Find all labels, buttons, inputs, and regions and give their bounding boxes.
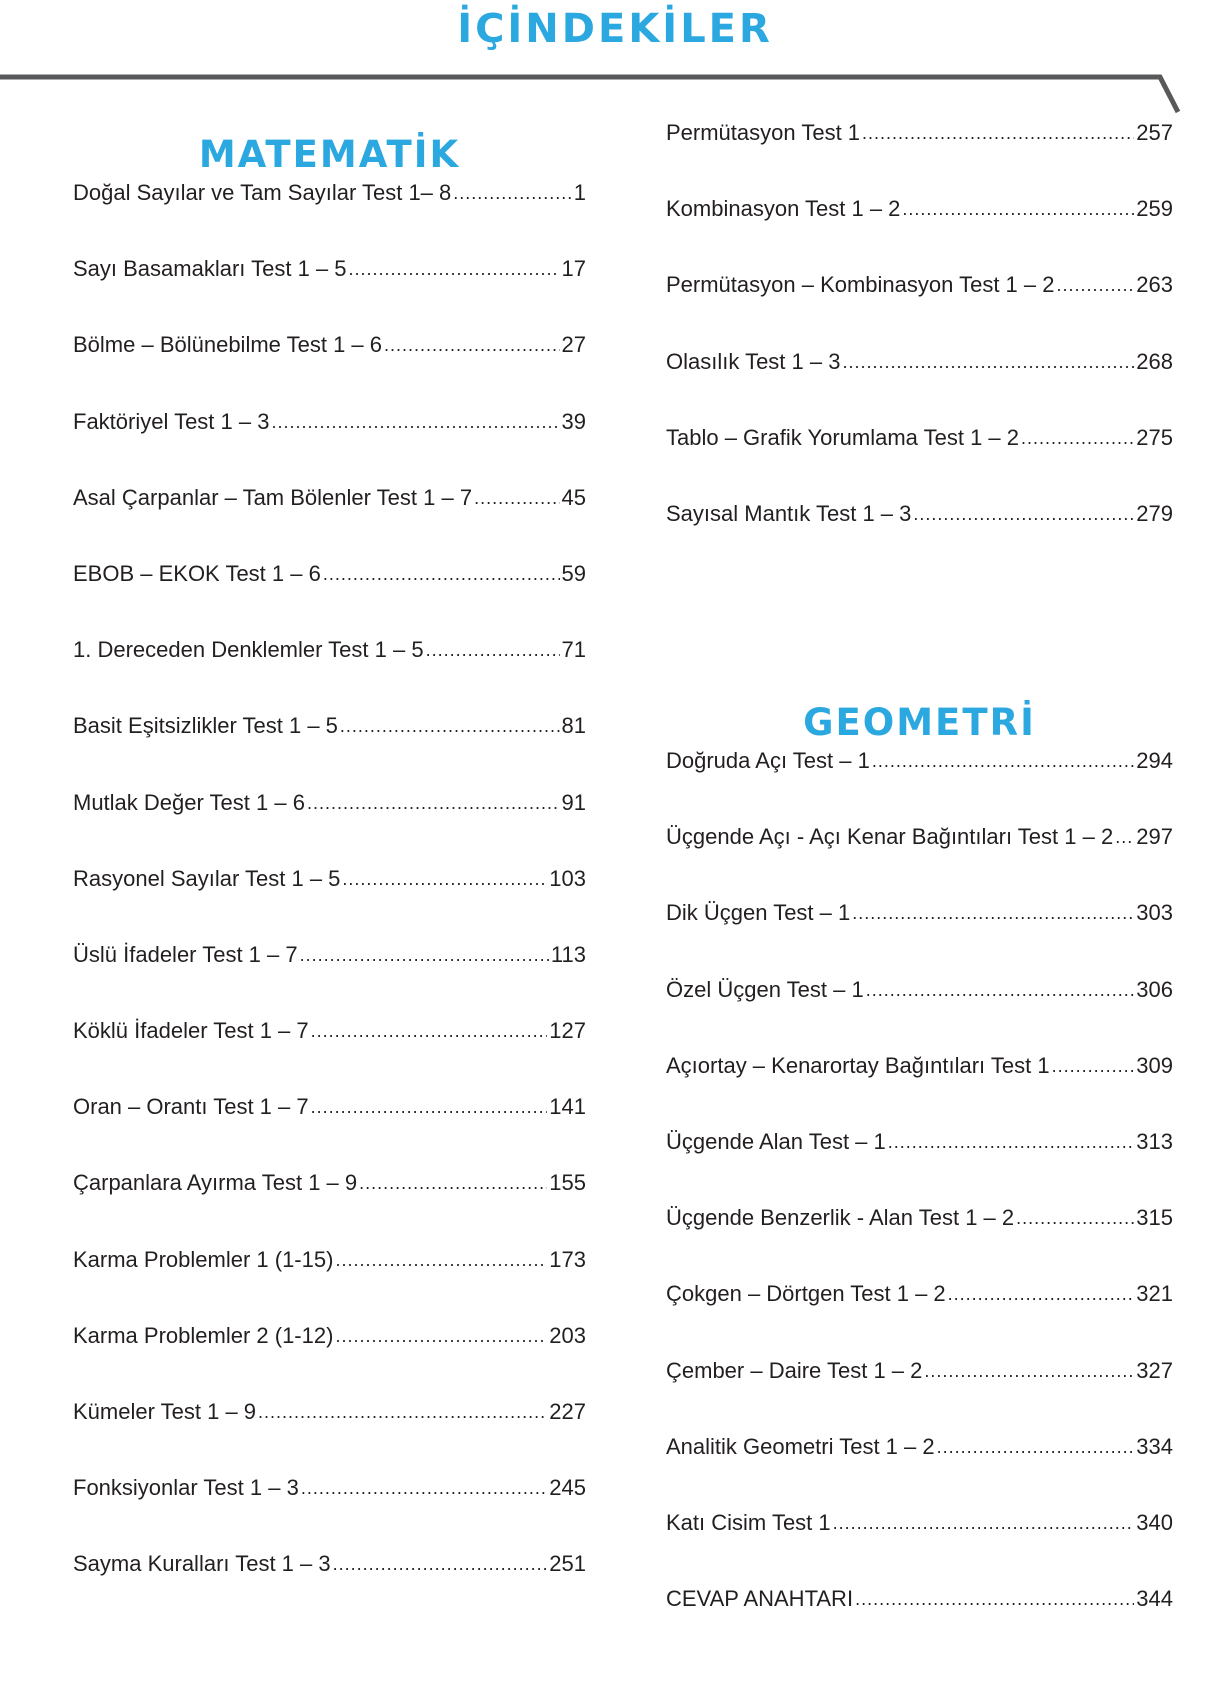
toc-entry-page: 279 xyxy=(1136,500,1173,526)
toc-entry-title: Çokgen – Dörtgen Test 1 – 2 xyxy=(666,1281,946,1307)
header-rule xyxy=(0,0,1230,130)
toc-entry-title: EBOB – EKOK Test 1 – 6 xyxy=(73,560,321,586)
toc-dot-leader xyxy=(474,484,559,511)
geometri-column xyxy=(666,698,1173,1662)
toc-entry[interactable] xyxy=(666,1053,1173,1129)
toc-entry-title: Olasılık Test 1 – 3 xyxy=(666,348,841,374)
toc-entry[interactable] xyxy=(666,1358,1173,1434)
toc-dot-leader xyxy=(862,119,1134,146)
toc-entry-title: Sayı Basamakları Test 1 – 5 xyxy=(73,256,347,282)
toc-dot-leader xyxy=(271,408,559,435)
toc-entry[interactable] xyxy=(73,256,586,332)
toc-entry-title: Faktöriyel Test 1 – 3 xyxy=(73,408,270,434)
toc-dot-leader xyxy=(323,560,560,587)
toc-entry-page: 303 xyxy=(1136,900,1173,926)
toc-entry-page: 309 xyxy=(1136,1052,1173,1078)
toc-entry[interactable] xyxy=(73,713,586,789)
toc-entry[interactable] xyxy=(73,1247,586,1323)
toc-entry-title: CEVAP ANAHTARI xyxy=(666,1586,854,1612)
toc-entry-title: Açıortay – Kenarortay Bağıntıları Test 1 xyxy=(666,1052,1050,1078)
toc-entry-title: Tablo – Grafik Yorumlama Test 1 – 2 xyxy=(666,424,1020,450)
page-title: İÇİNDEKİLER xyxy=(457,6,773,52)
toc-entry-page: 306 xyxy=(1136,976,1173,1002)
toc-dot-leader xyxy=(937,1433,1135,1460)
toc-entry-page: 263 xyxy=(1136,272,1173,298)
toc-entry[interactable] xyxy=(73,1018,586,1094)
toc-dot-leader xyxy=(384,331,560,358)
toc-entry-title: Sayma Kuralları Test 1 – 3 xyxy=(73,1551,331,1577)
toc-entry-page: 39 xyxy=(561,408,586,434)
toc-dot-leader xyxy=(311,1093,548,1120)
toc-entry-title: Karma Problemler 2 (1-12) xyxy=(73,1322,334,1348)
toc-dot-leader xyxy=(300,941,549,968)
toc-dot-leader xyxy=(340,712,560,739)
toc-dot-leader xyxy=(948,1280,1135,1307)
toc-dot-leader xyxy=(301,1474,547,1501)
toc-entry-title: Dik Üçgen Test – 1 xyxy=(666,900,851,926)
matematik-continued-column xyxy=(666,120,1173,577)
toc-dot-leader xyxy=(852,899,1134,926)
toc-entry[interactable] xyxy=(73,637,586,713)
toc-dot-leader xyxy=(426,636,560,663)
toc-entry-page: 321 xyxy=(1136,1281,1173,1307)
toc-entry[interactable] xyxy=(73,1170,586,1246)
toc-entry-page: 71 xyxy=(561,637,586,663)
toc-dot-leader xyxy=(1052,1052,1135,1079)
toc-entry-page: 1 xyxy=(573,180,586,205)
toc-entry[interactable] xyxy=(666,1129,1173,1205)
toc-entry-title: Oran – Orantı Test 1 – 7 xyxy=(73,1094,309,1120)
toc-entry-page: 297 xyxy=(1136,824,1173,850)
toc-dot-leader xyxy=(349,255,560,282)
toc-entry-title: Analitik Geometri Test 1 – 2 xyxy=(666,1433,935,1459)
toc-dot-leader xyxy=(311,1017,548,1044)
toc-entry-title: Katı Cisim Test 1 xyxy=(666,1509,831,1535)
toc-entry-page: 59 xyxy=(561,560,586,586)
toc-entry-page: 141 xyxy=(549,1094,586,1120)
toc-entry-page: 251 xyxy=(549,1551,586,1577)
toc-entry[interactable] xyxy=(73,1551,586,1627)
toc-entry-title: Çember – Daire Test 1 – 2 xyxy=(666,1357,923,1383)
toc-entry-title: Özel Üçgen Test – 1 xyxy=(666,976,864,1002)
matematik-column xyxy=(73,130,586,1628)
toc-dot-leader xyxy=(902,195,1134,222)
toc-entry-title: Kümeler Test 1 – 9 xyxy=(73,1399,257,1424)
toc-entry-page: 203 xyxy=(549,1322,586,1348)
toc-dot-leader xyxy=(855,1585,1134,1612)
toc-entry-page: 227 xyxy=(549,1399,586,1424)
toc-entry-title: Üslü İfadeler Test 1 – 7 xyxy=(73,941,298,967)
toc-dot-leader xyxy=(359,1169,547,1196)
toc-dot-leader xyxy=(913,500,1134,527)
toc-dot-leader xyxy=(924,1357,1134,1384)
toc-entry-page: 294 xyxy=(1136,748,1173,773)
toc-dot-leader xyxy=(333,1550,548,1577)
toc-entry-title: Doğal Sayılar ve Tam Sayılar Test 1– 8 xyxy=(73,180,452,205)
toc-entry-page: 127 xyxy=(549,1018,586,1044)
toc-entry[interactable] xyxy=(666,748,1173,824)
toc-entry-title: Karma Problemler 1 (1-15) xyxy=(73,1246,334,1272)
toc-entry-title: Üçgende Alan Test – 1 xyxy=(666,1128,886,1154)
toc-entry-title: Üçgende Benzerlik - Alan Test 1 – 2 xyxy=(666,1205,1015,1231)
toc-dot-leader xyxy=(1115,823,1134,850)
toc-dot-leader xyxy=(1021,424,1134,451)
toc-entry[interactable] xyxy=(73,1475,586,1551)
toc-entry-page: 257 xyxy=(1136,120,1173,145)
toc-dot-leader xyxy=(258,1398,547,1425)
toc-dot-leader xyxy=(342,865,547,892)
toc-entry-page: 334 xyxy=(1136,1433,1173,1459)
toc-entry-title: 1. Dereceden Denklemler Test 1 – 5 xyxy=(73,637,424,663)
toc-entry[interactable] xyxy=(666,196,1173,272)
toc-entry-title: Permütasyon – Kombinasyon Test 1 – 2 xyxy=(666,272,1055,298)
toc-entry-page: 340 xyxy=(1136,1509,1173,1535)
toc-entry-title: Basit Eşitsizlikler Test 1 – 5 xyxy=(73,713,338,739)
toc-entry[interactable] xyxy=(666,501,1173,577)
toc-dot-leader xyxy=(833,1509,1135,1536)
toc-entry[interactable] xyxy=(666,1434,1173,1510)
toc-entry[interactable] xyxy=(666,900,1173,976)
toc-entry[interactable] xyxy=(666,1281,1173,1357)
toc-entry-title: Fonksiyonlar Test 1 – 3 xyxy=(73,1475,299,1501)
toc-entry[interactable] xyxy=(73,485,586,561)
toc-entry[interactable] xyxy=(73,332,586,408)
toc-entry-title: Mutlak Değer Test 1 – 6 xyxy=(73,789,305,815)
toc-entry[interactable] xyxy=(73,1323,586,1399)
toc-entry-title: Rasyonel Sayılar Test 1 – 5 xyxy=(73,865,341,891)
toc-dot-leader xyxy=(307,789,560,816)
toc-entry-page: 91 xyxy=(561,789,586,815)
toc-entry-page: 173 xyxy=(549,1246,586,1272)
toc-entry-title: Köklü İfadeler Test 1 – 7 xyxy=(73,1018,309,1044)
matematik-list xyxy=(73,180,586,1628)
toc-entry-title: Kombinasyon Test 1 – 2 xyxy=(666,196,901,222)
matematik-heading: MATEMATİK xyxy=(198,133,461,176)
toc-entry[interactable] xyxy=(666,1205,1173,1281)
toc-entry-page: 27 xyxy=(561,332,586,358)
toc-entry-page: 275 xyxy=(1136,424,1173,450)
toc-entry[interactable] xyxy=(73,561,586,637)
toc-entry-page: 113 xyxy=(550,941,586,967)
toc-dot-leader xyxy=(1056,271,1134,298)
toc-entry-page: 81 xyxy=(561,713,586,739)
toc-entry-title: Asal Çarpanlar – Tam Bölenler Test 1 – 7 xyxy=(73,484,473,510)
toc-entry[interactable] xyxy=(73,1094,586,1170)
toc-entry[interactable] xyxy=(73,866,586,942)
toc-entry-title: Doğruda Açı Test – 1 xyxy=(666,748,870,773)
toc-entry-page: 17 xyxy=(561,256,586,282)
toc-dot-leader xyxy=(872,747,1134,774)
toc-entry[interactable] xyxy=(666,349,1173,425)
toc-entry-page: 103 xyxy=(549,865,586,891)
toc-entry-title: Sayısal Mantık Test 1 – 3 xyxy=(666,500,912,526)
toc-entry[interactable] xyxy=(666,977,1173,1053)
toc-entry[interactable] xyxy=(73,180,586,256)
geometri-list xyxy=(666,748,1173,1662)
toc-entry-title: Bölme – Bölünebilme Test 1 – 6 xyxy=(73,332,382,358)
toc-entry-page: 259 xyxy=(1136,196,1173,222)
geometri-heading: GEOMETRİ xyxy=(803,701,1036,744)
toc-entry-page: 313 xyxy=(1136,1128,1173,1154)
toc-entry-page: 45 xyxy=(561,484,586,510)
toc-entry-title: Üçgende Açı - Açı Kenar Bağıntıları Test 1 – 2 xyxy=(666,824,1114,850)
toc-dot-leader xyxy=(866,976,1135,1003)
toc-entry-page: 268 xyxy=(1136,348,1173,374)
toc-dot-leader xyxy=(1016,1204,1134,1231)
toc-dot-leader xyxy=(335,1246,547,1273)
toc-entry[interactable] xyxy=(666,120,1173,196)
toc-dot-leader xyxy=(335,1322,547,1349)
toc-dot-leader xyxy=(888,1128,1135,1155)
toc-entry[interactable] xyxy=(666,824,1173,900)
toc-entry-title: Çarpanlara Ayırma Test 1 – 9 xyxy=(73,1170,358,1196)
toc-entry-page: 315 xyxy=(1136,1205,1173,1231)
toc-entry[interactable] xyxy=(73,409,586,485)
toc-entry-title: Permütasyon Test 1 xyxy=(666,120,861,145)
toc-entry[interactable] xyxy=(666,1586,1173,1662)
toc-entry[interactable] xyxy=(73,942,586,1018)
toc-dot-leader xyxy=(453,179,571,206)
toc-entry[interactable] xyxy=(73,790,586,866)
toc-entry-page: 327 xyxy=(1136,1357,1173,1383)
matematik-continued-list xyxy=(666,120,1173,577)
toc-entry[interactable] xyxy=(73,1399,586,1475)
toc-entry[interactable] xyxy=(666,1510,1173,1586)
toc-entry[interactable] xyxy=(666,272,1173,348)
toc-entry[interactable] xyxy=(666,425,1173,501)
toc-entry-page: 155 xyxy=(549,1170,586,1196)
toc-dot-leader xyxy=(842,348,1134,375)
toc-entry-page: 245 xyxy=(549,1475,586,1501)
toc-entry-page: 344 xyxy=(1136,1586,1173,1612)
